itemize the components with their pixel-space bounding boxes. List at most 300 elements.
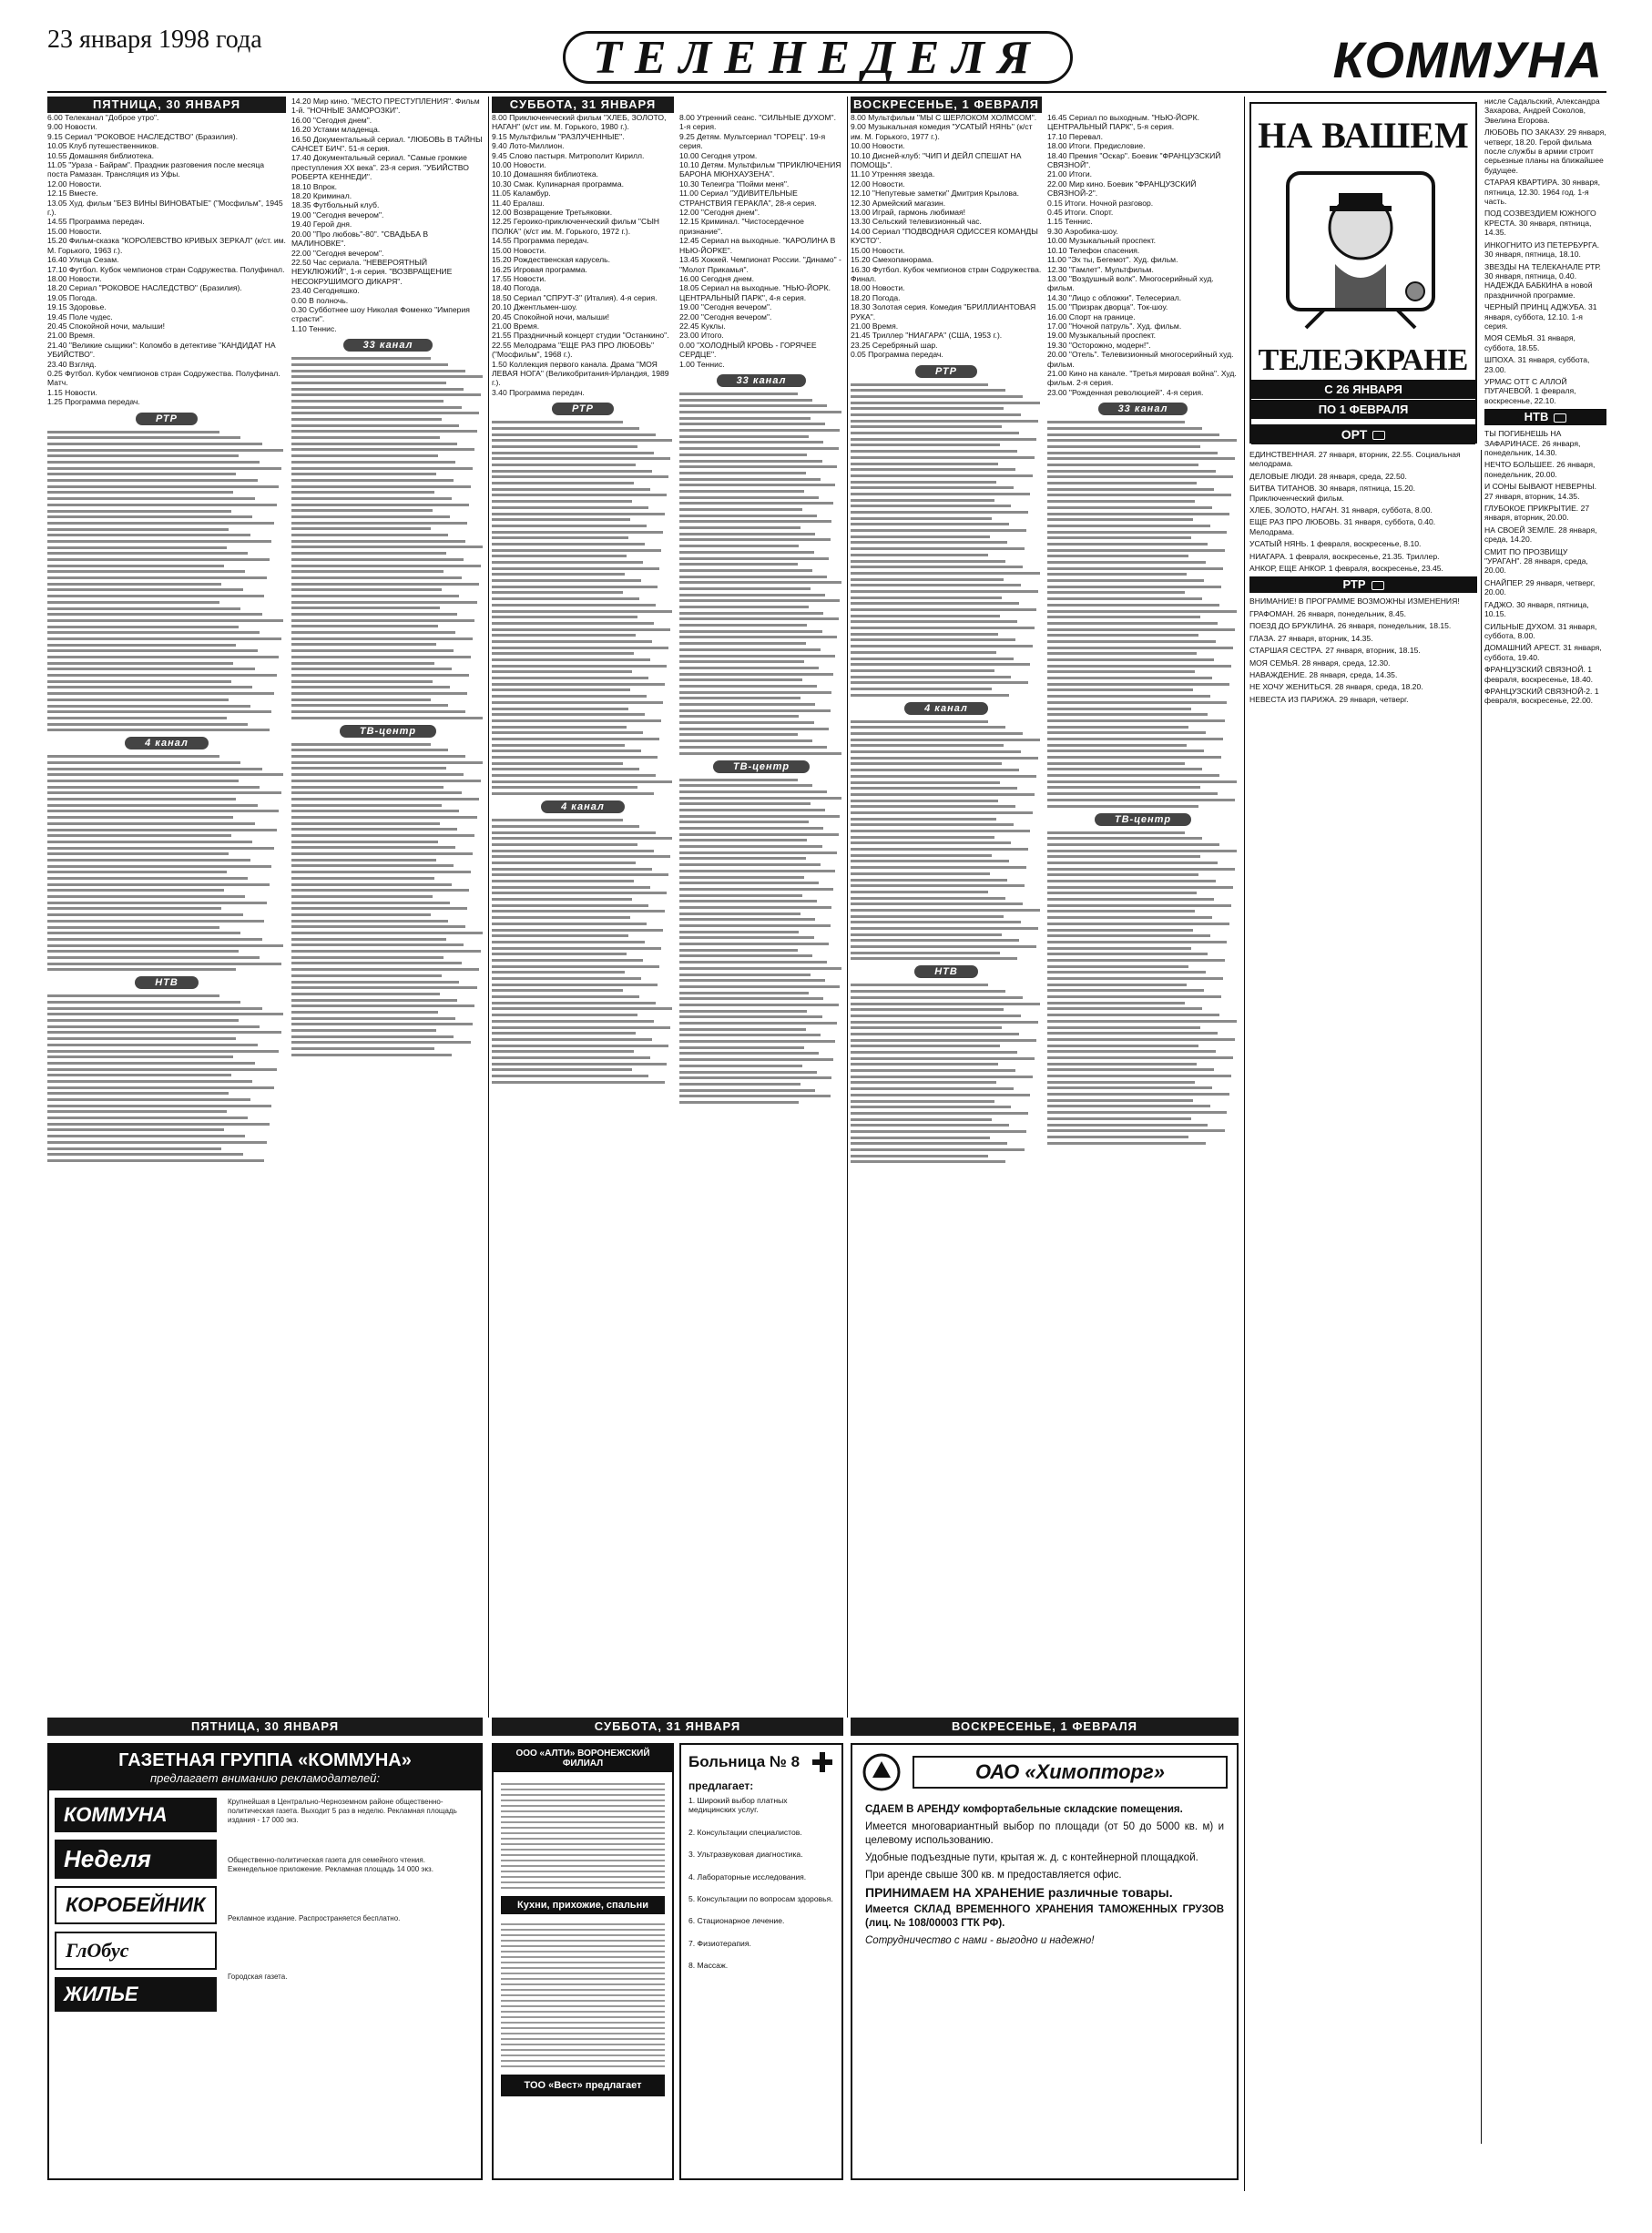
text-line-placeholder — [1047, 677, 1212, 679]
listing-line: 1.10 Теннис. — [291, 323, 337, 333]
text-line-placeholder — [851, 1003, 1040, 1005]
text-line-placeholder — [851, 615, 1000, 617]
text-line-placeholder — [291, 895, 433, 898]
text-line-placeholder — [47, 1123, 270, 1126]
text-line-placeholder — [291, 773, 464, 776]
text-line-placeholder — [47, 723, 248, 726]
text-line-placeholder — [851, 860, 1009, 862]
text-line-placeholder — [851, 493, 1030, 495]
text-line-placeholder — [1047, 652, 1197, 655]
text-line-placeholder — [851, 1033, 1019, 1035]
text-line-placeholder — [851, 389, 1005, 392]
text-line-placeholder — [47, 1135, 245, 1137]
text-line-placeholder — [851, 420, 1038, 423]
listing-line: 19.15 Здоровье. — [47, 302, 107, 312]
text-line-placeholder — [492, 1038, 652, 1041]
text-line-placeholder — [47, 1068, 277, 1071]
globus-ad-text: Городская газета. — [228, 1973, 288, 1981]
text-line-placeholder — [492, 475, 668, 478]
text-line-placeholder — [492, 470, 652, 473]
text-line-placeholder — [492, 850, 654, 852]
text-line-placeholder — [291, 656, 471, 658]
listing-text-block — [1047, 831, 1239, 1145]
himoptorg-line: Удобные подъездные пути, крытая ж. д. с контейнерной площадкой. — [865, 1852, 1198, 1863]
text-line-placeholder — [492, 567, 659, 570]
text-line-placeholder — [47, 534, 250, 536]
text-line-placeholder — [851, 739, 1040, 741]
text-line-placeholder — [47, 491, 233, 494]
text-line-placeholder — [492, 868, 652, 871]
right-reviews-column — [1484, 97, 1606, 1716]
listing-line: НЕЧТО БОЛЬШЕЕ. 26 января, понедельник, 20.00. — [1484, 460, 1596, 479]
text-line-placeholder — [492, 457, 670, 460]
listing-line: нисле Садальский, Александра Захарова, Андрей Соколов, Эвелина Егорова. — [1484, 97, 1600, 125]
text-line-placeholder — [679, 399, 812, 402]
text-line-placeholder — [492, 549, 661, 552]
ort-reviews-column — [1249, 450, 1477, 1716]
text-line-placeholder — [47, 668, 255, 670]
text-line-placeholder — [47, 528, 229, 531]
hospital-item: 2. Консультации специалистов. — [688, 1827, 802, 1837]
listing-line: ПОД СОЗВЕЗДИЕМ ЮЖНОГО КРЕСТА. 30 января, пятница, 14.35. — [1484, 209, 1596, 238]
text-line-placeholder — [492, 616, 637, 618]
channel-header-rtr — [1249, 576, 1477, 593]
text-line-placeholder — [1047, 610, 1237, 613]
text-line-placeholder — [851, 407, 1004, 410]
kommuna-ad-row — [49, 1790, 481, 2029]
listing-line: ГЛУБОКОЕ ПРИКРЫТИЕ. 27 января, вторник, 20.00. — [1484, 504, 1590, 523]
text-line-placeholder — [1047, 984, 1187, 986]
text-line-placeholder — [1047, 762, 1185, 765]
text-line-placeholder — [679, 465, 837, 468]
text-line-placeholder — [1047, 531, 1227, 534]
text-line-placeholder — [1047, 744, 1187, 747]
channel-label-ntv: НТВ — [135, 976, 199, 989]
text-line-placeholder — [492, 880, 634, 882]
kommuna-ad-texts — [222, 1790, 481, 2029]
text-line-placeholder — [1047, 959, 1225, 962]
text-line-placeholder — [492, 1081, 665, 1084]
text-line-placeholder — [679, 655, 835, 658]
day-header-sunday: ВОСКРЕСЕНЬЕ, 1 ФЕВРАЛЯ — [851, 97, 1042, 113]
himoptorg-ad-body — [852, 1800, 1237, 1952]
text-line-placeholder — [492, 892, 667, 894]
listing-line: 20.00 "Про любовь"-80". "СВАДЬБА В МАЛИНОВКЕ". — [291, 229, 429, 249]
listing-line: 1.15 Теннис. — [1047, 217, 1093, 227]
text-line-placeholder — [492, 421, 623, 423]
listing-line: 20.45 Спокойной ночи, малыши! — [492, 311, 610, 321]
text-line-placeholder — [679, 545, 799, 547]
text-line-placeholder — [1047, 658, 1214, 661]
channel-header — [851, 700, 1042, 717]
text-line-placeholder — [851, 572, 1040, 575]
text-line-placeholder — [851, 620, 1017, 623]
text-line-placeholder — [291, 816, 477, 819]
text-line-placeholder — [492, 525, 647, 527]
listing-line: НЕ ХОЧУ ЖЕНИТЬСЯ. 28 января, среда, 18.20. — [1249, 682, 1423, 692]
text-line-placeholder — [1047, 561, 1206, 564]
text-line-placeholder — [851, 474, 1033, 477]
text-line-placeholder — [851, 757, 1038, 760]
text-line-placeholder — [47, 1086, 274, 1089]
ort-review-list — [1249, 450, 1477, 573]
listing-line: 15.20 Фильм-сказка "КОРОЛЕВСТВО КРИВЫХ ЗЕРКАЛ" (к/ст. им. М. Горького, 1963 г.). — [47, 236, 286, 255]
korobeinik-logo: КОРОБЕЙНИК — [55, 1886, 217, 1924]
text-line-placeholder — [47, 1062, 255, 1065]
text-line-placeholder — [291, 619, 474, 622]
listing-line: 9.45 Слово пастыря. Митрополит Кирилл. — [492, 150, 645, 160]
text-line-placeholder — [1047, 892, 1197, 894]
listing-line: 22.50 Час сериала. "НЕВЕРОЯТНЫЙ НЕУКЛЮЖИЙ", 1-я серия. "ВОЗВРАЩЕНИЕ НЕСОКРУШИМОГО ДИКАРЯ". — [291, 257, 453, 286]
kommuna-ad-title: ГАЗЕТНАЯ ГРУППА «КОММУНА» — [118, 1750, 412, 1770]
text-line-placeholder — [291, 804, 442, 807]
text-line-placeholder — [1047, 792, 1218, 795]
listing-line: 9.40 Лото-Миллион. — [492, 141, 565, 151]
text-line-placeholder — [851, 823, 1014, 826]
text-line-placeholder — [492, 837, 672, 840]
text-line-placeholder — [492, 488, 650, 491]
hospital-item: 3. Ультразвуковая диагностика. — [688, 1850, 803, 1860]
text-line-placeholder — [1047, 1056, 1233, 1059]
listing-line: ВНИМАНИЕ! В ПРОГРАММЕ ВОЗМОЖНЫ ИЗМЕНЕНИЯ! — [1249, 596, 1460, 607]
listing-line: 22.00 "Сегодня вечером". — [291, 248, 384, 258]
text-line-placeholder — [679, 393, 798, 395]
text-line-placeholder — [1047, 513, 1229, 515]
text-line-placeholder — [851, 787, 1017, 790]
text-line-placeholder — [679, 746, 827, 749]
text-line-placeholder — [851, 1015, 1021, 1017]
text-line-placeholder — [492, 586, 658, 588]
text-line-placeholder — [1047, 1002, 1185, 1004]
text-line-placeholder — [492, 561, 643, 564]
text-line-placeholder — [851, 541, 1007, 544]
text-line-placeholder — [47, 1044, 258, 1046]
text-line-placeholder — [679, 703, 815, 706]
channel-header — [47, 974, 286, 991]
listing-line: 9.30 Аэробика-шоу. — [1047, 226, 1118, 236]
listing-line: 9.15 Сериал "РОКОВОЕ НАСЛЕДСТВО" (Бразилия). — [47, 131, 239, 141]
text-line-placeholder — [679, 821, 809, 823]
listing-line: СТАРШАЯ СЕСТРА. 27 января, вторник, 18.15. — [1249, 646, 1421, 656]
text-line-placeholder — [492, 873, 668, 876]
text-line-placeholder — [679, 949, 798, 952]
text-line-placeholder — [291, 565, 481, 567]
listing-line: 0.45 Итоги. Спорт. — [1047, 208, 1114, 218]
text-line-placeholder — [1047, 488, 1214, 491]
text-line-placeholder — [291, 443, 457, 445]
channel-label-4: 4 канал — [904, 702, 988, 715]
listing-line: 11.05 "Ураза - Байрам". Праздник разговения после месяца поста Рамазан. Трансляция из Уфы. — [47, 160, 265, 179]
text-line-placeholder — [851, 590, 1038, 593]
listing-line: 23.00 Итого. — [679, 331, 724, 341]
text-line-placeholder — [291, 393, 481, 396]
text-line-placeholder — [492, 910, 665, 913]
globus-logo: ГлОбус — [55, 1932, 217, 1970]
saturday-column-1 — [492, 97, 674, 1716]
text-line-placeholder — [851, 1112, 1028, 1115]
text-line-placeholder — [679, 1083, 801, 1086]
text-line-placeholder — [1047, 1105, 1210, 1107]
listing-line: 12.15 Криминал. "Чистосердечное признание". — [679, 217, 804, 236]
text-line-placeholder — [1047, 713, 1208, 716]
listing-line: ЗВЕЗДЫ НА ТЕЛЕКАНАЛЕ РТР. 30 января, пятница, 0.40. НАДЕЖДА БАБКИНА в новой праздничной программе. — [1484, 261, 1601, 300]
text-line-placeholder — [1047, 421, 1185, 423]
listing-line: 10.00 Новости. — [492, 160, 546, 170]
text-line-placeholder — [492, 762, 623, 765]
text-line-placeholder — [47, 546, 227, 549]
himoptorg-line: ПРИНИМАЕМ НА ХРАНЕНИЕ различные товары. — [865, 1885, 1173, 1900]
listing-line: 13.00 Играй, гармонь любимая! — [851, 208, 966, 218]
text-line-placeholder — [1047, 947, 1191, 950]
listing-line: 14.30 "Лицо с обложки". Телесериал. — [1047, 292, 1182, 302]
zhilie-logo: ЖИЛЬЕ — [55, 1977, 217, 2012]
listing-line: 12.00 Новости. — [47, 178, 102, 189]
text-line-placeholder — [47, 705, 250, 708]
text-line-placeholder — [679, 894, 802, 897]
text-line-placeholder — [851, 793, 1035, 796]
text-line-placeholder — [679, 648, 821, 651]
text-line-placeholder — [47, 968, 236, 971]
paper-logo: КОММУНА — [1332, 30, 1603, 88]
text-line-placeholder — [492, 1063, 667, 1066]
text-line-placeholder — [851, 535, 990, 538]
text-line-placeholder — [47, 1116, 248, 1119]
text-line-placeholder — [851, 669, 994, 672]
listing-line: 8.00 Утренний сеанс. "СИЛЬНЫЕ ДУХОМ". 1-я серия. — [679, 113, 836, 132]
text-line-placeholder — [851, 596, 1002, 599]
text-line-placeholder — [47, 607, 240, 610]
listing-line: 10.30 Смак. Кулинарная программа. — [492, 178, 625, 189]
text-line-placeholder — [851, 1081, 996, 1084]
text-line-placeholder — [851, 1039, 1036, 1042]
listing-line: 10.10 Телефон спасения. — [1047, 245, 1140, 255]
text-line-placeholder — [291, 704, 448, 707]
text-line-placeholder — [47, 841, 252, 843]
text-line-placeholder — [291, 418, 442, 421]
text-line-placeholder — [851, 1142, 1007, 1145]
listing-text-block — [47, 755, 286, 971]
listing-text-block — [851, 383, 1042, 697]
listing-line: 21.55 Праздничный концерт студии "Останкино". — [492, 331, 669, 341]
text-line-placeholder — [492, 591, 623, 594]
text-line-placeholder — [47, 431, 219, 433]
text-line-placeholder — [1047, 843, 1219, 846]
listing-line: 9.25 Детям. Мультсериал "ГОРЕЦ". 19-я серия. — [679, 131, 826, 151]
text-line-placeholder — [492, 831, 656, 834]
text-line-placeholder — [1047, 695, 1210, 698]
channel-header — [1047, 401, 1239, 417]
text-line-placeholder — [492, 433, 656, 436]
hospital-item: 1. Широкий выбор платных медицинских услуг. — [688, 1796, 788, 1815]
hospital-ad-subtitle: предлагает: — [688, 1779, 754, 1792]
channel-label-4: 4 канал — [541, 800, 625, 813]
channel-label-33: 33 канал — [717, 374, 807, 387]
channel-header — [679, 372, 843, 389]
kommuna-ad-subtitle: предлагает вниманию рекламодателей: — [149, 1771, 381, 1785]
tv-icon — [1372, 581, 1384, 590]
text-line-placeholder — [851, 608, 1036, 611]
text-line-placeholder — [679, 839, 807, 841]
text-line-placeholder — [291, 649, 454, 652]
listing-text-block — [851, 720, 1042, 961]
text-line-placeholder — [291, 889, 469, 892]
text-line-placeholder — [47, 1128, 224, 1131]
kommuna-ad-header — [49, 1745, 481, 1790]
text-line-placeholder — [492, 1007, 672, 1010]
text-line-placeholder — [851, 744, 1004, 747]
text-line-placeholder — [291, 749, 448, 751]
text-line-placeholder — [1047, 452, 1218, 454]
text-line-placeholder — [851, 811, 1033, 814]
text-line-placeholder — [1047, 506, 1212, 509]
text-line-placeholder — [679, 882, 819, 884]
text-line-placeholder — [679, 913, 801, 915]
text-line-placeholder — [492, 855, 670, 858]
text-line-placeholder — [679, 612, 823, 615]
text-line-placeholder — [291, 798, 479, 800]
text-line-placeholder — [851, 432, 1019, 434]
text-line-placeholder — [679, 1058, 833, 1061]
text-line-placeholder — [492, 670, 632, 673]
text-line-placeholder — [1047, 855, 1200, 858]
listing-line: 18.10 Впрок. — [291, 181, 337, 191]
listing-line: ТЫ ПОГИБНЕШЬ НА ЗАФАРИНАСЕ. 26 января, понедельник, 14.30. — [1484, 429, 1581, 457]
text-line-placeholder — [679, 1034, 821, 1036]
text-line-placeholder — [1047, 910, 1195, 913]
text-line-placeholder — [47, 786, 260, 789]
text-line-placeholder — [1047, 622, 1218, 625]
text-line-placeholder — [492, 1075, 648, 1077]
text-line-placeholder — [291, 902, 450, 904]
text-line-placeholder — [47, 479, 258, 482]
text-line-placeholder — [851, 511, 1028, 514]
text-line-placeholder — [851, 517, 992, 520]
text-line-placeholder — [679, 827, 823, 830]
text-line-placeholder — [47, 804, 258, 807]
text-line-placeholder — [47, 1092, 229, 1095]
channel-label-tvc: ТВ-центр — [1095, 813, 1191, 826]
text-line-placeholder — [851, 602, 1019, 605]
text-line-placeholder — [679, 678, 802, 681]
listing-line: 23.40 Сегодняшко. — [291, 286, 360, 296]
text-line-placeholder — [1047, 427, 1202, 430]
listing-line: 19.30 "Осторожно, модерн!". — [1047, 340, 1151, 350]
listing-line: ПОЕЗД ДО БРУКЛИНА. 26 января, понедельник, 18.15. — [1249, 621, 1452, 631]
text-line-placeholder — [679, 797, 841, 800]
text-line-placeholder — [492, 731, 643, 734]
text-line-placeholder — [492, 941, 645, 943]
text-line-placeholder — [492, 904, 648, 907]
listing-line: 17.10 Перевал. — [1047, 131, 1104, 141]
text-line-placeholder — [291, 576, 462, 579]
text-line-placeholder — [851, 957, 1017, 960]
text-line-placeholder — [1047, 1093, 1229, 1096]
text-line-placeholder — [47, 540, 271, 543]
hospital-item: 6. Стационарное лечение. — [688, 1916, 785, 1926]
text-line-placeholder — [851, 438, 1036, 441]
listing-line: 0.05 Программа передач. — [851, 350, 943, 360]
text-line-placeholder — [492, 886, 650, 889]
text-line-placeholder — [492, 628, 670, 631]
listing-line: СМИТ ПО ПРОЗВИЩУ "УРАГАН". 28 января, среда, 20.00. — [1484, 546, 1588, 576]
text-line-placeholder — [851, 750, 1021, 753]
text-line-placeholder — [851, 638, 1015, 641]
listing-line: 18.50 Сериал "СПРУТ-3" (Италия). 4-я серия. — [492, 292, 658, 302]
text-line-placeholder — [851, 909, 1040, 912]
text-line-placeholder — [1047, 934, 1210, 937]
text-line-placeholder — [291, 1029, 436, 1032]
text-line-placeholder — [291, 607, 440, 609]
text-line-placeholder — [47, 1055, 233, 1058]
text-line-placeholder — [492, 439, 672, 442]
text-line-placeholder — [851, 848, 1028, 851]
listing-line: СТАРАЯ КВАРТИРА. 30 января, пятница, 12.30. 1964 год. 1-я часть. — [1484, 178, 1601, 207]
text-line-placeholder — [1047, 989, 1204, 992]
channel-header — [291, 337, 484, 353]
listing-line: 23.40 Взгляд. — [47, 359, 97, 369]
text-line-placeholder — [1047, 555, 1188, 557]
text-line-placeholder — [291, 950, 481, 953]
text-line-placeholder — [679, 1101, 799, 1104]
listing-line: 14.20 Мир кино. "МЕСТО ПРЕСТУПЛЕНИЯ". Фильм 1-й. "НОЧНЫЕ ЗАМОРОЗКИ". — [291, 97, 480, 116]
text-line-placeholder — [1047, 1129, 1225, 1132]
text-line-placeholder — [492, 1014, 637, 1016]
text-line-placeholder — [1047, 768, 1202, 770]
text-line-placeholder — [291, 491, 434, 494]
text-line-placeholder — [492, 708, 628, 710]
listing-line: 16.00 Сегодня днем. — [679, 273, 755, 283]
listing-line: 11.00 "Эх ты, Бегемот". Худ. фильм. — [1047, 255, 1178, 265]
text-line-placeholder — [851, 1057, 1035, 1060]
text-line-placeholder — [47, 637, 281, 640]
text-line-placeholder — [679, 833, 839, 836]
channel-header — [679, 759, 843, 775]
text-line-placeholder — [47, 834, 231, 837]
listing-line: МОЯ СЕМЬЯ. 28 января, среда, 12.30. — [1249, 658, 1391, 668]
hospital-item: 7. Физиотерапия. — [688, 1938, 751, 1948]
text-line-placeholder — [851, 996, 1023, 999]
text-line-placeholder — [291, 509, 433, 512]
text-line-placeholder — [679, 954, 812, 957]
text-line-placeholder — [291, 932, 483, 934]
text-line-placeholder — [1047, 1081, 1195, 1084]
listing-line: 18.05 Сериал на выходные. "НЬЮ-ЙОРК. ЦЕНТРАЛЬНЫЙ ПАРК", 4-я серия. — [679, 283, 831, 302]
text-line-placeholder — [492, 464, 636, 466]
listing-line: 12.00 "Сегодня днем". — [679, 208, 760, 218]
text-line-placeholder — [851, 805, 1015, 808]
text-line-placeholder — [679, 423, 825, 425]
channel-label-tvc: ТВ-центр — [340, 725, 436, 738]
text-line-placeholder — [851, 463, 998, 465]
text-line-placeholder — [851, 402, 1040, 404]
text-line-placeholder — [492, 959, 643, 962]
listing-line: 19.05 Погода. — [47, 292, 97, 302]
text-line-placeholder — [291, 546, 483, 548]
listing-line: 12.00 Новости. — [851, 178, 905, 189]
text-line-placeholder — [291, 859, 436, 862]
day-header-friday: ПЯТНИЦА, 30 ЯНВАРЯ — [47, 97, 286, 113]
listing-line: 13.45 Хоккей. Чемпионат России. "Динамо" - "Молот Прикамья". — [679, 255, 841, 274]
text-line-placeholder — [1047, 1075, 1231, 1077]
text-line-placeholder — [492, 518, 630, 521]
text-line-placeholder — [679, 1089, 815, 1092]
text-line-placeholder — [47, 1050, 279, 1053]
rtr-review-list — [1249, 596, 1477, 704]
text-line-placeholder — [1047, 464, 1198, 466]
text-line-placeholder — [47, 1153, 243, 1156]
text-line-placeholder — [1047, 701, 1227, 704]
company-emblem-icon — [862, 1752, 902, 1792]
